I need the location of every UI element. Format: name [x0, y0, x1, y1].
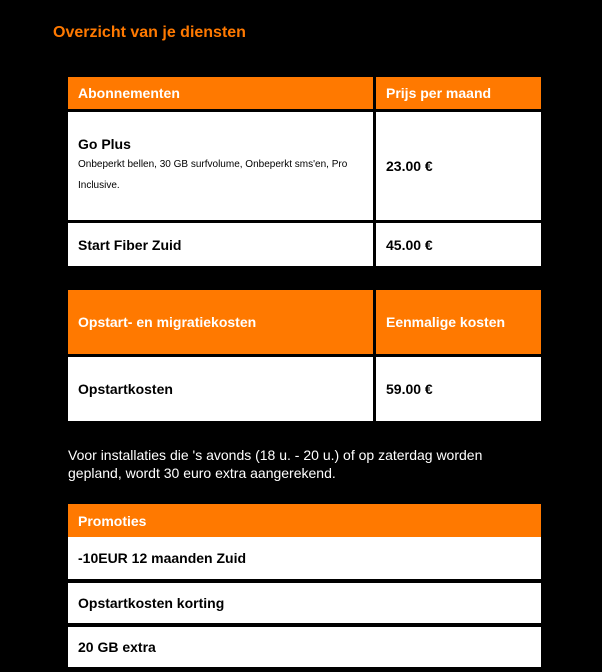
subscription-price: 45.00 €	[376, 223, 541, 266]
list-item: Opstartkosten korting	[68, 583, 541, 623]
subscriptions-header-label: Abonnementen	[68, 77, 373, 109]
subscription-name: Go Plus	[78, 136, 131, 152]
subscriptions-table	[68, 77, 541, 266]
promotions-table	[68, 504, 541, 667]
list-item: -10EUR 12 maanden Zuid	[68, 537, 541, 579]
setup-header-row	[68, 290, 541, 354]
table-row	[68, 223, 541, 266]
subscription-cell	[68, 112, 373, 220]
subscription-description: Onbeperkt bellen, 30 GB surfvolume, Onbeperkt sms'en, Pro Inclusive.	[78, 159, 348, 191]
page-title: Overzicht van je diensten	[53, 24, 246, 41]
list-item: 20 GB extra	[68, 627, 541, 667]
setup-header-label: Opstart- en migratiekosten	[68, 290, 373, 354]
table-row	[68, 357, 541, 421]
setup-item-name: Opstartkosten	[68, 357, 373, 421]
subscription-name: Start Fiber Zuid	[68, 223, 373, 266]
setup-item-price: 59.00 €	[376, 357, 541, 421]
price-per-month-header: Prijs per maand	[376, 77, 541, 109]
one-time-costs-header: Eenmalige kosten	[376, 290, 541, 354]
subscription-price: 23.00 €	[376, 112, 541, 220]
table-row	[68, 112, 541, 220]
setup-costs-table	[68, 290, 541, 421]
promotions-header: Promoties	[68, 504, 541, 537]
subscriptions-header-row	[68, 77, 541, 109]
installation-note: Voor installaties die 's avonds (18 u. - 20 u.) of op zaterdag worden gepland, wordt 30 euro extra aangerekend.	[68, 447, 483, 481]
